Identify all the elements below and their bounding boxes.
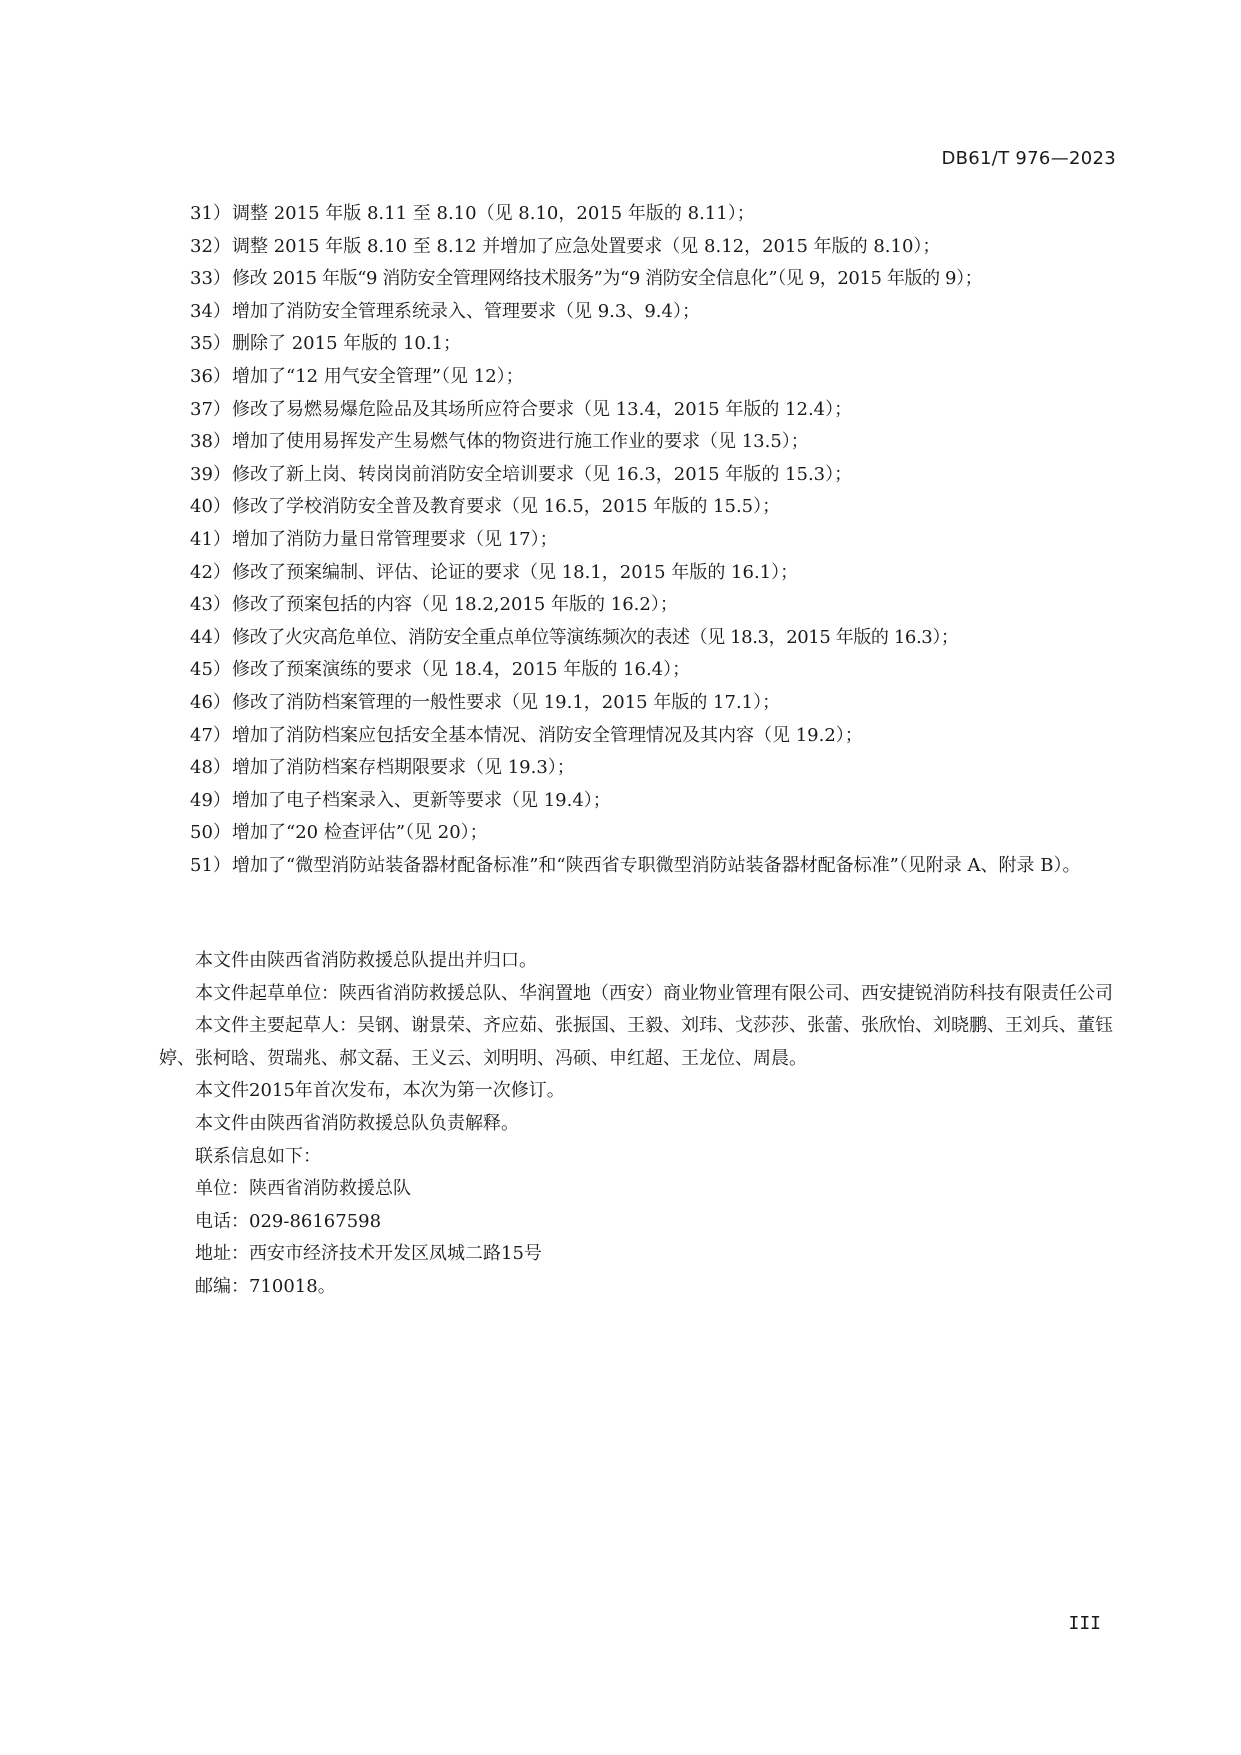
- change-text: 增加了消防力量日常管理要求（见 17）；: [232, 528, 558, 550]
- change-item: [190, 263, 1125, 296]
- change-number: 47）: [190, 724, 231, 746]
- change-text: 增加了电子档案录入、更新等要求（见 19.4）；: [232, 789, 611, 811]
- change-text: 修改了新上岗、转岗岗前消防安全培训要求（见 16.3，2015 年版的 15.3）；: [232, 463, 853, 485]
- interpretation-statement: 本文件由陕西省消防救援总队负责解释。: [195, 1112, 519, 1134]
- change-text: 调整 2015 年版 8.11 至 8.10（见 8.10，2015 年版的 8.11）；: [232, 203, 755, 224]
- change-text: 增加了“20 检查评估”（见 20）；: [232, 822, 488, 844]
- change-item: [190, 785, 1125, 818]
- change-text: 增加了“12 用气安全管理”（见 12）；: [232, 365, 524, 387]
- change-item: [190, 589, 1125, 622]
- change-item: [190, 524, 1125, 557]
- change-item: [190, 654, 1125, 687]
- drafters: 本文件主要起草人：吴钢、谢景荣、齐应茹、张振国、王毅、刘玮、戈莎莎、张蕾、张欣怡、刘晓鹏、王刘兵、董钰婷、张柯晗、贺瑞兆、郝文磊、王义云、刘明明、冯硕、申红超、王龙位、周晨。: [159, 1015, 1113, 1069]
- change-item: [190, 361, 1125, 394]
- change-text: 修改了预案编制、评估、论证的要求（见 18.1，2015 年版的 16.1）；: [232, 561, 799, 583]
- change-item: [190, 850, 1125, 883]
- contact-heading: 联系信息如下：: [195, 1145, 321, 1167]
- change-number: 34）: [190, 300, 231, 322]
- change-number: 46）: [190, 691, 231, 713]
- change-number: 31）: [190, 203, 231, 224]
- change-number: 51）: [190, 854, 231, 876]
- change-text: 修改了学校消防安全普及教育要求（见 16.5，2015 年版的 15.5）；: [232, 496, 781, 518]
- change-item: [190, 720, 1125, 753]
- change-number: 37）: [190, 398, 231, 420]
- change-number: 42）: [190, 561, 231, 583]
- change-text: 修改了预案包括的内容（见 18.2,2015 年版的 16.2）；: [232, 594, 678, 616]
- proposer-statement: 本文件由陕西省消防救援总队提出并归口。: [195, 950, 537, 971]
- change-item: [190, 231, 1125, 264]
- contact-unit: 单位：陕西省消防救援总队: [195, 1178, 411, 1200]
- change-number: 35）: [190, 333, 231, 355]
- change-text: 修改 2015 年版“9 消防安全管理网络技术服务”为“9 消防安全信息化”（见 9，2015 年版的 9）；: [232, 268, 983, 290]
- contact-postcode: 邮编：710018。: [195, 1275, 336, 1297]
- change-item: [190, 687, 1125, 720]
- change-number: 41）: [190, 528, 231, 550]
- contact-address: 地址：西安市经济技术开发区凤城二路15号: [195, 1243, 542, 1265]
- change-number: 49）: [190, 789, 231, 811]
- change-text: 增加了消防安全管理系统录入、管理要求（见 9.3、9.4）；: [232, 300, 700, 322]
- change-text: 增加了消防档案应包括安全基本情况、消防安全管理情况及其内容（见 19.2）；: [232, 724, 863, 746]
- change-item: [190, 557, 1125, 590]
- change-item: [190, 394, 1125, 427]
- change-item: [190, 198, 1125, 231]
- contact-phone: 电话：029-86167598: [195, 1210, 382, 1232]
- page-number: III: [1068, 1613, 1101, 1634]
- change-number: 38）: [190, 431, 231, 453]
- change-item: [190, 752, 1125, 785]
- change-text: 增加了“微型消防站装备器材配备标准”和“陕西省专职微型消防站装备器材配备标准”（见附录 A、附录 B）。: [232, 854, 1081, 876]
- change-item: [190, 817, 1125, 850]
- change-number: 39）: [190, 463, 231, 485]
- change-number: 44）: [190, 626, 231, 648]
- publication-history: 本文件2015年首次发布，本次为第一次修订。: [195, 1080, 565, 1102]
- drafting-units: 本文件起草单位：陕西省消防救援总队、华润置地（西安）商业物业管理有限公司、西安捷锐消防科技有限责任公司: [195, 982, 1113, 1004]
- change-item: [190, 459, 1125, 492]
- change-text: 删除了 2015 年版的 10.1；: [232, 333, 462, 355]
- change-list: [190, 198, 1125, 882]
- change-text: 修改了火灾高危单位、消防安全重点单位等演练频次的表述（见 18.3，2015 年版的 16.3）；: [232, 626, 959, 648]
- change-item: [190, 426, 1125, 459]
- change-text: 增加了使用易挥发产生易燃气体的物资进行施工作业的要求（见 13.5）；: [232, 431, 809, 453]
- change-text: 修改了易燃易爆危险品及其场所应符合要求（见 13.4，2015 年版的 12.4）；: [232, 398, 853, 420]
- change-number: 50）: [190, 822, 231, 844]
- change-text: 调整 2015 年版 8.10 至 8.12 并增加了应急处置要求（见 8.12，2015 年版的 8.10）；: [232, 235, 941, 257]
- change-number: 33）: [190, 268, 231, 290]
- change-number: 40）: [190, 496, 231, 518]
- change-item: [190, 491, 1125, 524]
- change-text: 增加了消防档案存档期限要求（见 19.3）；: [232, 757, 575, 779]
- change-item: [190, 622, 1125, 655]
- change-number: 32）: [190, 235, 231, 257]
- change-number: 43）: [190, 594, 231, 616]
- change-item: [190, 328, 1125, 361]
- change-number: 45）: [190, 659, 231, 681]
- document-notes: [159, 945, 1127, 1304]
- change-text: 修改了消防档案管理的一般性要求（见 19.1，2015 年版的 17.1）；: [232, 691, 781, 713]
- change-text: 修改了预案演练的要求（见 18.4，2015 年版的 16.4）；: [232, 659, 691, 681]
- change-item: [190, 296, 1125, 329]
- change-number: 48）: [190, 757, 231, 779]
- standard-code: DB61/T 976—2023: [941, 148, 1116, 169]
- change-number: 36）: [190, 365, 231, 387]
